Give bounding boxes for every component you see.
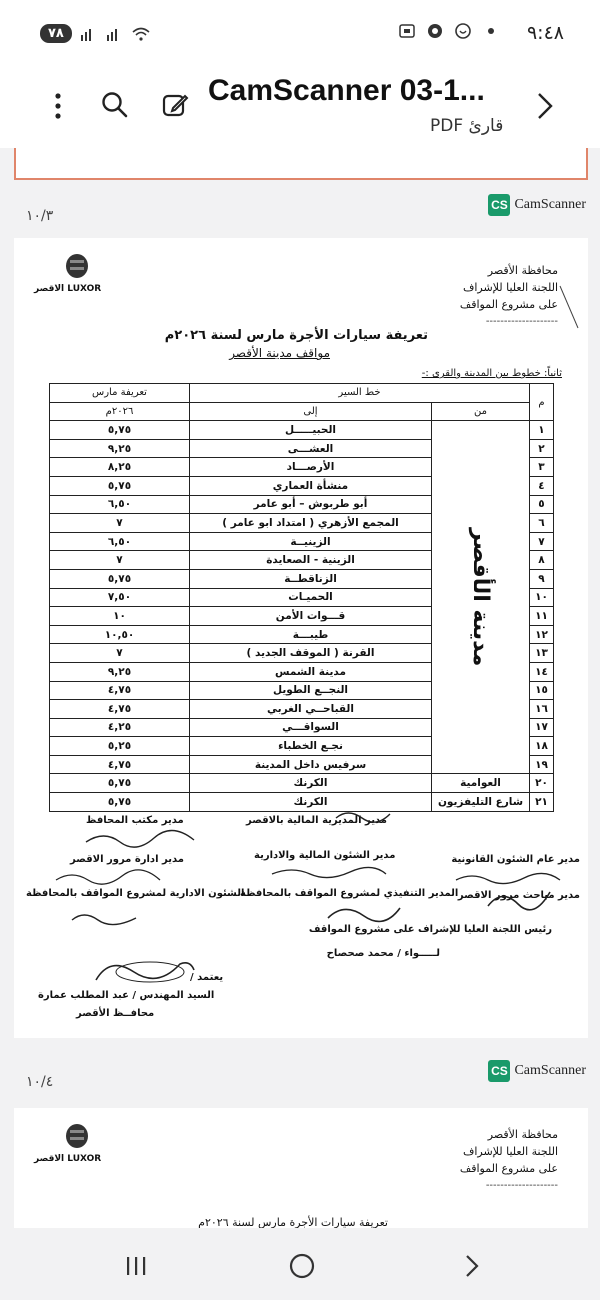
document-viewer[interactable]	[0, 148, 600, 1228]
pharaoh-emblem-icon	[62, 1122, 92, 1150]
status-time: ٩:٤٨	[526, 22, 564, 44]
back-button[interactable]	[452, 1250, 492, 1282]
row-destination: قـــوات الأمن	[190, 607, 432, 626]
row-fare: ٥,٧٥	[50, 476, 190, 495]
row-number: ٩	[530, 569, 554, 588]
row-number: ١٢	[530, 625, 554, 644]
row-destination: أبو طربوش – أبو عامر	[190, 495, 432, 514]
row-fare: ٧,٥٠	[50, 588, 190, 607]
sig-finance-director: مدير المديرية المالية بالاقصر	[246, 815, 387, 826]
section-heading: ثانياً: خطوط بين المدينة والقرى :-	[421, 368, 562, 379]
status-right-icons	[398, 22, 500, 40]
row-fare: ٤,٢٥	[50, 718, 190, 737]
screenshot-icon	[398, 22, 416, 40]
camscanner-logo-icon: CS	[488, 194, 510, 216]
sig-governor-title: محافــظ الأقصر	[76, 1008, 155, 1019]
camscanner-label: CamScanner	[514, 1063, 586, 1078]
sig-office-director: مدير مكتب المحافظ	[86, 815, 184, 826]
open-details-button[interactable]	[530, 88, 560, 124]
recent-apps-button[interactable]	[116, 1250, 156, 1282]
search-button[interactable]	[98, 88, 132, 122]
row-fare: ٥,٧٥	[50, 793, 190, 812]
row-destination: السواقـــي	[190, 718, 432, 737]
row-destination: القرنة ( الموقف الجديد )	[190, 644, 432, 663]
chevron-right-icon	[463, 1253, 481, 1279]
col-route-header: خط السير	[190, 384, 530, 403]
sig-admin-affairs: الشئون الادارية لمشروع المواقف بالمحافظة	[26, 888, 245, 899]
row-number: ١٥	[530, 681, 554, 700]
page-number-4: ١٠/٤	[26, 1074, 54, 1090]
row-number: ٢	[530, 439, 554, 458]
row-destination: منشأة العماري	[190, 476, 432, 495]
recent-apps-icon	[124, 1254, 148, 1278]
row-number: ٤	[530, 476, 554, 495]
row-number: ٥	[530, 495, 554, 514]
header-line-2: اللجنة العليا للإشراف	[462, 281, 558, 294]
row-number: ٧	[530, 532, 554, 551]
sig-approved: يعتمد /	[190, 972, 224, 983]
row-fare: ٥,٢٥	[50, 737, 190, 756]
signature-scribble	[334, 806, 394, 826]
document-title: CamScanner 03-1...	[208, 74, 485, 107]
page-1-bottom	[14, 148, 588, 180]
sig-affairs-director: مدير الشئون المالية والادارية	[254, 850, 396, 861]
sig-traffic-director: مدير ادارة مرور الاقصر	[70, 854, 184, 865]
camscanner-logo-icon: CS	[488, 1060, 510, 1082]
battery-indicator: ٧٨	[40, 24, 72, 43]
page-next	[14, 1108, 588, 1228]
row-number: ١٧	[530, 718, 554, 737]
sig-committee-head: رئيس اللجنة العليا للإشراف على مشروع المواقف	[308, 924, 552, 935]
whatsapp-2-icon	[454, 22, 472, 40]
row-fare: ٧	[50, 644, 190, 663]
row-number: ٢١	[530, 793, 554, 812]
header-line-3: على مشروع المواقف	[459, 1162, 558, 1175]
luxor-logo	[32, 1120, 152, 1170]
sig-exec-director: المدير التنفيذي لمشروع المواقف بالمحافظة	[240, 888, 459, 899]
row-number: ١٣	[530, 644, 554, 663]
row-destination: الزناقطــة	[190, 569, 432, 588]
status-bar	[0, 0, 600, 64]
table-row	[50, 774, 554, 793]
whatsapp-icon	[426, 22, 444, 40]
signature-scribble	[270, 864, 390, 882]
sig-traffic-investigations: مدير مباحث مرور الاقصر	[457, 890, 580, 901]
row-destination: الزينيــة	[190, 532, 432, 551]
col-fare-header-1: تعريفة مارس	[50, 384, 190, 403]
luxor-logo	[32, 250, 152, 300]
row-destination: الزينية - الصعايدة	[190, 551, 432, 570]
page-document	[14, 238, 588, 1038]
row-fare: ٥,٧٥	[50, 421, 190, 440]
governor-signature	[90, 950, 200, 990]
logo-arabic: الاقصر	[34, 284, 65, 294]
col-from-header: من	[432, 402, 530, 421]
row-destination: العشـــى	[190, 439, 432, 458]
row-destination: النجــع الطويل	[190, 681, 432, 700]
col-num-header: م	[530, 384, 554, 421]
page-fold-line	[558, 284, 580, 330]
row-number: ١	[530, 421, 554, 440]
wifi-icon	[132, 25, 150, 43]
row-fare: ١٠,٥٠	[50, 625, 190, 644]
app-subtitle: قارئ PDF	[430, 116, 504, 136]
col-to-header: إلى	[190, 402, 432, 421]
logo-text: LUXOR	[67, 284, 102, 294]
row-from: العوامية	[432, 774, 530, 793]
row-destination: المجمع الأزهري ( امتداد ابو عامر )	[190, 514, 432, 533]
row-fare: ٨,٢٥	[50, 458, 190, 477]
signal-2-icon	[106, 25, 124, 43]
row-fare: ٦,٥٠	[50, 495, 190, 514]
signature-scribble	[54, 868, 164, 888]
header-dash: --------------------	[485, 1180, 558, 1191]
row-number: ١٦	[530, 700, 554, 719]
tariff-title: تعريفة سيارات الأجرة مارس لسنة ٢٠٢٦م	[164, 328, 428, 343]
logo-arabic: الاقصر	[34, 1154, 65, 1164]
row-destination: نجـع الخطباء	[190, 737, 432, 756]
row-fare: ٦,٥٠	[50, 532, 190, 551]
row-fare: ٤,٧٥	[50, 700, 190, 719]
sig-legal-director: مدير عام الشئون القانونية	[451, 854, 580, 865]
row-fare: ٩,٢٥	[50, 439, 190, 458]
row-fare: ١٠	[50, 607, 190, 626]
header-line-1: محافظة الأقصر	[487, 1128, 558, 1141]
row-destination: القباحــي الغربي	[190, 700, 432, 719]
row-number: ٨	[530, 551, 554, 570]
page-number-3: ١٠/٣	[26, 208, 54, 224]
home-button[interactable]	[282, 1250, 322, 1282]
row-number: ٢٠	[530, 774, 554, 793]
signature-scribble	[70, 908, 140, 928]
sig-governor-name: السيد المهندس / عبد المطلب عمارة	[38, 990, 215, 1001]
row-destination: مدينة الشمس	[190, 662, 432, 681]
row-destination: طيبـــة	[190, 625, 432, 644]
row-number: ١٨	[530, 737, 554, 756]
row-destination: الحبيـــــل	[190, 421, 432, 440]
row-fare: ٧	[50, 551, 190, 570]
row-number: ١١	[530, 607, 554, 626]
chevron-right-icon	[536, 91, 554, 121]
header-dash: --------------------	[485, 316, 558, 327]
city-origin-cell: مدينة الأقصر	[432, 421, 530, 774]
header-line-2: اللجنة العليا للإشراف	[462, 1145, 558, 1158]
row-destination: الكرنك	[190, 774, 432, 793]
edit-icon	[161, 91, 189, 119]
row-destination: الحميـات	[190, 588, 432, 607]
home-icon	[288, 1253, 316, 1279]
document-header	[460, 1126, 558, 1194]
more-vertical-icon	[54, 93, 62, 119]
camscanner-label: CamScanner	[514, 197, 586, 212]
row-fare: ٧	[50, 514, 190, 533]
pharaoh-emblem-icon	[62, 252, 92, 280]
signal-icon	[80, 25, 98, 43]
row-fare: ٥,٧٥	[50, 774, 190, 793]
edit-button[interactable]	[158, 88, 192, 122]
row-destination: الكرنك	[190, 793, 432, 812]
status-left-icons	[40, 24, 150, 43]
notification-dot-icon	[482, 22, 500, 40]
row-fare: ٥,٧٥	[50, 569, 190, 588]
app-bar	[0, 64, 600, 148]
row-number: ٣	[530, 458, 554, 477]
signature-scribble	[84, 828, 204, 850]
navigation-bar	[0, 1228, 600, 1300]
table-row	[50, 421, 554, 440]
document-header	[460, 262, 558, 330]
header-line-1: محافظة الأقصر	[487, 264, 558, 277]
row-destination: الأرصـــاد	[190, 458, 432, 477]
row-fare: ٩,٢٥	[50, 662, 190, 681]
col-fare-header-2: ٢٠٢٦م	[50, 402, 190, 421]
search-icon	[101, 91, 129, 119]
more-options-button[interactable]	[44, 90, 72, 122]
camscanner-watermark-2	[488, 1060, 586, 1082]
logo-text: LUXOR	[67, 1154, 102, 1164]
row-number: ١٤	[530, 662, 554, 681]
row-fare: ٤,٧٥	[50, 681, 190, 700]
signature-scribble	[484, 884, 554, 914]
row-from: شارع التليفزيون	[432, 793, 530, 812]
fare-table	[49, 383, 554, 812]
row-fare: ٤,٧٥	[50, 755, 190, 774]
tariff-title: تعريفة سيارات الأجرة مارس لسنة ٢٠٢٦م	[198, 1216, 388, 1228]
sig-general: لـــــواء / محمد صحصاح	[326, 948, 440, 959]
row-number: ٦	[530, 514, 554, 533]
row-number: ١٠	[530, 588, 554, 607]
table-row	[50, 793, 554, 812]
row-number: ١٩	[530, 755, 554, 774]
camscanner-watermark	[488, 194, 586, 216]
tariff-subtitle: مواقف مدينة الأقصر	[229, 346, 330, 360]
header-line-3: على مشروع المواقف	[459, 298, 558, 311]
row-destination: سرفيس داخل المدينة	[190, 755, 432, 774]
